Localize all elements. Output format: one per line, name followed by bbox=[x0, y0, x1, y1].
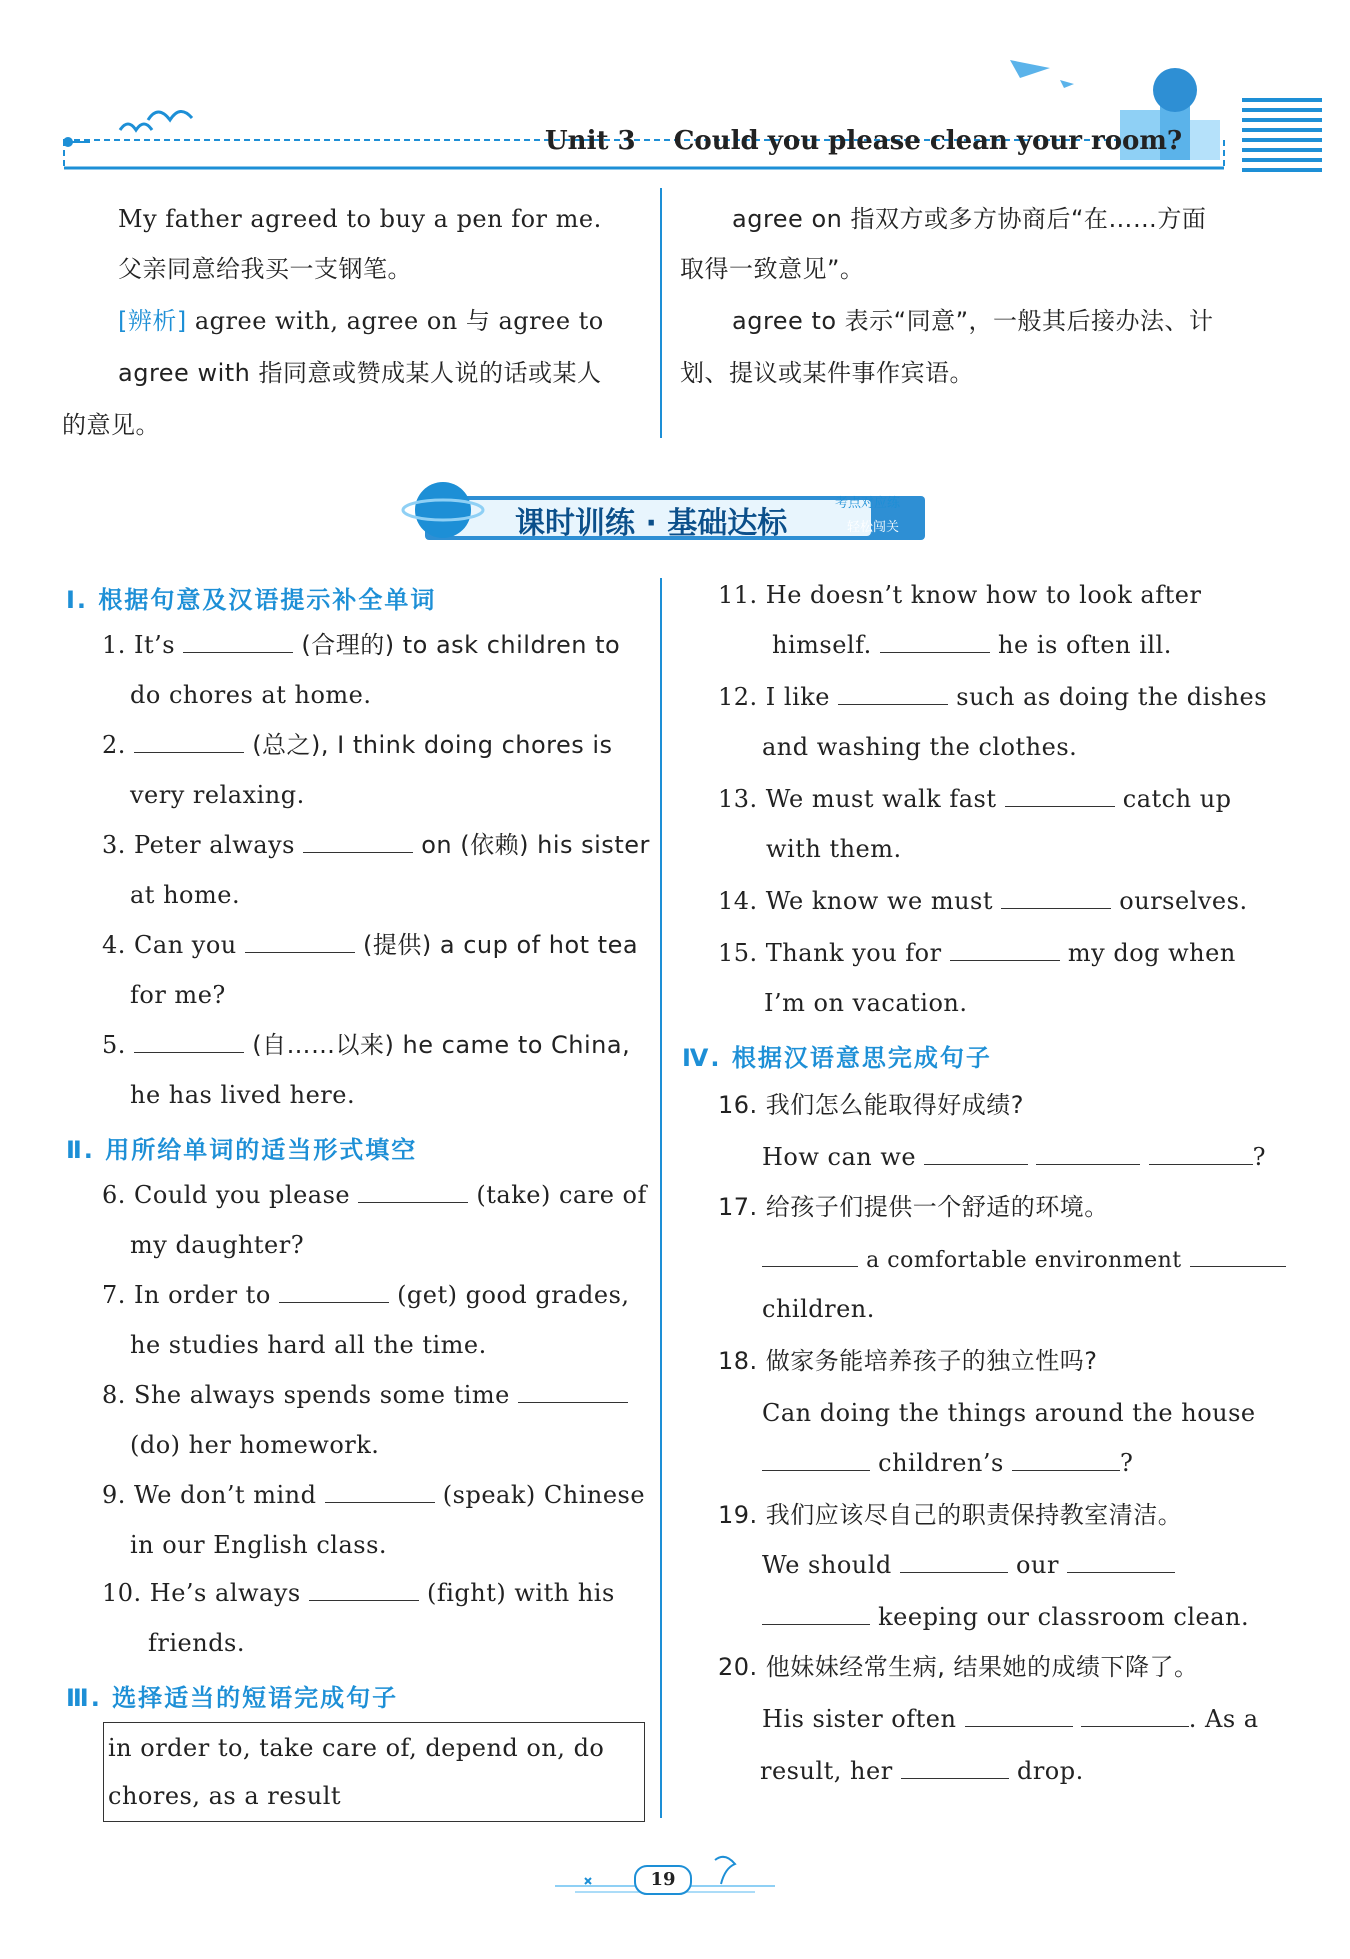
answer-blank[interactable] bbox=[1005, 805, 1115, 807]
answer-blank[interactable] bbox=[325, 1501, 435, 1503]
answer-blank[interactable] bbox=[279, 1301, 389, 1303]
answer-blank[interactable] bbox=[1081, 1725, 1189, 1727]
running-header bbox=[545, 126, 1182, 156]
question-2-cont: very relaxing. bbox=[130, 781, 305, 809]
answer-blank[interactable] bbox=[303, 851, 413, 853]
column-divider-main bbox=[660, 578, 662, 1818]
question-4-cont: for me? bbox=[130, 981, 226, 1009]
answer-blank[interactable] bbox=[1012, 1469, 1120, 1471]
question-9-cont: in our English class. bbox=[130, 1531, 388, 1559]
column-divider-top bbox=[660, 188, 662, 438]
bianxi-line bbox=[118, 296, 604, 346]
question-15: 15. Thank you for my dog when bbox=[718, 939, 1236, 967]
answer-blank[interactable] bbox=[1149, 1163, 1253, 1165]
question-20-cont: result, her drop. bbox=[760, 1757, 1084, 1785]
page-footer bbox=[545, 1850, 785, 1900]
question-18: 18. 做家务能培养孩子的独立性吗? bbox=[718, 1347, 1098, 1375]
question-10: 10. He’s always (fight) with his bbox=[102, 1579, 615, 1607]
bianxi-label: [辨析] bbox=[118, 307, 187, 335]
question-5-cont: he has lived here. bbox=[130, 1081, 356, 1109]
header-decoration bbox=[60, 40, 1340, 180]
question-6-cont: my daughter? bbox=[130, 1231, 305, 1259]
question-1: 1. It’s (合理的) to ask children to bbox=[102, 631, 621, 659]
explanation-text: 划、提议或某件事作宾语。 bbox=[680, 359, 974, 387]
question-20-answer: His sister often . As a bbox=[762, 1705, 1259, 1733]
section-heading-4: Ⅳ. 根据汉语意思完成句子 bbox=[682, 1044, 992, 1072]
answer-blank[interactable] bbox=[245, 951, 355, 953]
answer-blank[interactable] bbox=[901, 1777, 1009, 1779]
phrase-box bbox=[103, 1722, 645, 1822]
answer-blank[interactable] bbox=[358, 1201, 468, 1203]
question-7-cont: he studies hard all the time. bbox=[130, 1331, 487, 1359]
section-heading-1: Ⅰ. 根据句意及汉语提示补全单词 bbox=[66, 586, 437, 614]
question-19-cont: keeping our classroom clean. bbox=[762, 1592, 1249, 1642]
answer-blank[interactable] bbox=[900, 1571, 1008, 1573]
section-banner bbox=[395, 478, 925, 548]
question-17-cont: children. bbox=[762, 1295, 875, 1323]
question-3-cont: at home. bbox=[130, 881, 241, 909]
section-heading-2: Ⅱ. 用所给单词的适当形式填空 bbox=[66, 1136, 418, 1164]
question-13-cont: with them. bbox=[766, 835, 902, 863]
answer-blank[interactable] bbox=[950, 959, 1060, 961]
question-2: 2. (总之), I think doing chores is bbox=[102, 731, 613, 759]
question-13: 13. We must walk fast catch up bbox=[718, 785, 1232, 813]
question-1-cont: do chores at home. bbox=[130, 681, 372, 709]
banner-tag: 轻松闯关 bbox=[847, 520, 900, 535]
explanation-text: 取得一致意见”。 bbox=[680, 255, 865, 283]
answer-blank[interactable] bbox=[1190, 1265, 1286, 1267]
page-number: 19 bbox=[650, 1869, 676, 1890]
question-6: 6. Could you please (take) care of bbox=[102, 1181, 647, 1209]
phrase-list: chores, as a result bbox=[108, 1782, 342, 1810]
answer-blank[interactable] bbox=[1001, 907, 1111, 909]
explanation-text: agree with 指同意或赞成某人说的话或某人 bbox=[118, 359, 602, 387]
answer-blank[interactable] bbox=[309, 1599, 419, 1601]
question-20: 20. 他妹妹经常生病, 结果她的成绩下降了。 bbox=[718, 1653, 1199, 1681]
question-19: 19. 我们应该尽自己的职责保持教室清洁。 bbox=[718, 1501, 1183, 1529]
answer-blank[interactable] bbox=[762, 1469, 870, 1471]
question-16-answer: How can we ? bbox=[762, 1143, 1266, 1171]
question-16: 16. 我们怎么能取得好成绩? bbox=[718, 1091, 1025, 1119]
answer-blank[interactable] bbox=[965, 1725, 1073, 1727]
question-18-cont: children’s ? bbox=[762, 1438, 1133, 1488]
unit-label: Unit 3 bbox=[545, 126, 636, 156]
question-10-cont: friends. bbox=[148, 1629, 245, 1657]
question-12-cont: and washing the clothes. bbox=[762, 733, 1078, 761]
banner-tag: 考点对应练 bbox=[835, 496, 901, 511]
question-18-answer: Can doing the things around the house bbox=[762, 1399, 1256, 1427]
question-17: 17. 给孩子们提供一个舒适的环境。 bbox=[718, 1193, 1109, 1221]
question-4: 4. Can you (提供) a cup of hot tea bbox=[102, 931, 639, 959]
answer-blank[interactable] bbox=[134, 1051, 244, 1053]
answer-blank[interactable] bbox=[1067, 1571, 1175, 1573]
bianxi-text: agree with, agree on 与 agree to bbox=[194, 307, 604, 335]
unit-title: Could you please clean your room? bbox=[673, 126, 1183, 156]
banner-title: 课时训练 · 基础达标 bbox=[515, 506, 788, 541]
answer-blank[interactable] bbox=[518, 1401, 628, 1403]
question-5: 5. (自……以来) he came to China, bbox=[102, 1031, 631, 1059]
explanation-text: agree to 表示“同意”，一般其后接办法、计 bbox=[732, 307, 1214, 335]
explanation-text: 的意见。 bbox=[62, 411, 160, 439]
answer-blank[interactable] bbox=[880, 651, 990, 653]
example-sentence: My father agreed to buy a pen for me. bbox=[118, 205, 602, 233]
phrase-list: in order to, take care of, depend on, do bbox=[108, 1734, 605, 1762]
answer-blank[interactable] bbox=[762, 1623, 870, 1625]
answer-blank[interactable] bbox=[762, 1265, 858, 1267]
answer-blank[interactable] bbox=[924, 1163, 1028, 1165]
question-9: 9. We don’t mind (speak) Chinese bbox=[102, 1481, 646, 1509]
question-8-cont: (do) her homework. bbox=[130, 1431, 380, 1459]
answer-blank[interactable] bbox=[183, 651, 293, 653]
question-11: 11. He doesn’t know how to look after bbox=[718, 581, 1202, 609]
answer-blank[interactable] bbox=[1036, 1163, 1140, 1165]
question-19-answer: We should our bbox=[762, 1540, 1175, 1590]
question-3: 3. Peter always on (依赖) his sister bbox=[102, 831, 650, 859]
explanation-text: agree on 指双方或多方协商后“在……方面 bbox=[732, 205, 1207, 233]
answer-blank[interactable] bbox=[838, 703, 948, 705]
question-14: 14. We know we must ourselves. bbox=[718, 887, 1248, 915]
header-art bbox=[60, 40, 1340, 180]
question-11-cont: himself. he is often ill. bbox=[772, 631, 1172, 659]
question-12: 12. I like such as doing the dishes bbox=[718, 683, 1268, 711]
question-7: 7. In order to (get) good grades, bbox=[102, 1281, 630, 1309]
answer-blank[interactable] bbox=[134, 751, 244, 753]
section-heading-3: Ⅲ. 选择适当的短语完成句子 bbox=[66, 1684, 399, 1712]
example-translation: 父亲同意给我买一支钢笔。 bbox=[118, 255, 412, 283]
question-8: 8. She always spends some time bbox=[102, 1370, 628, 1420]
question-17-answer: a comfortable environment bbox=[762, 1234, 1286, 1286]
question-15-cont: I’m on vacation. bbox=[764, 989, 968, 1017]
